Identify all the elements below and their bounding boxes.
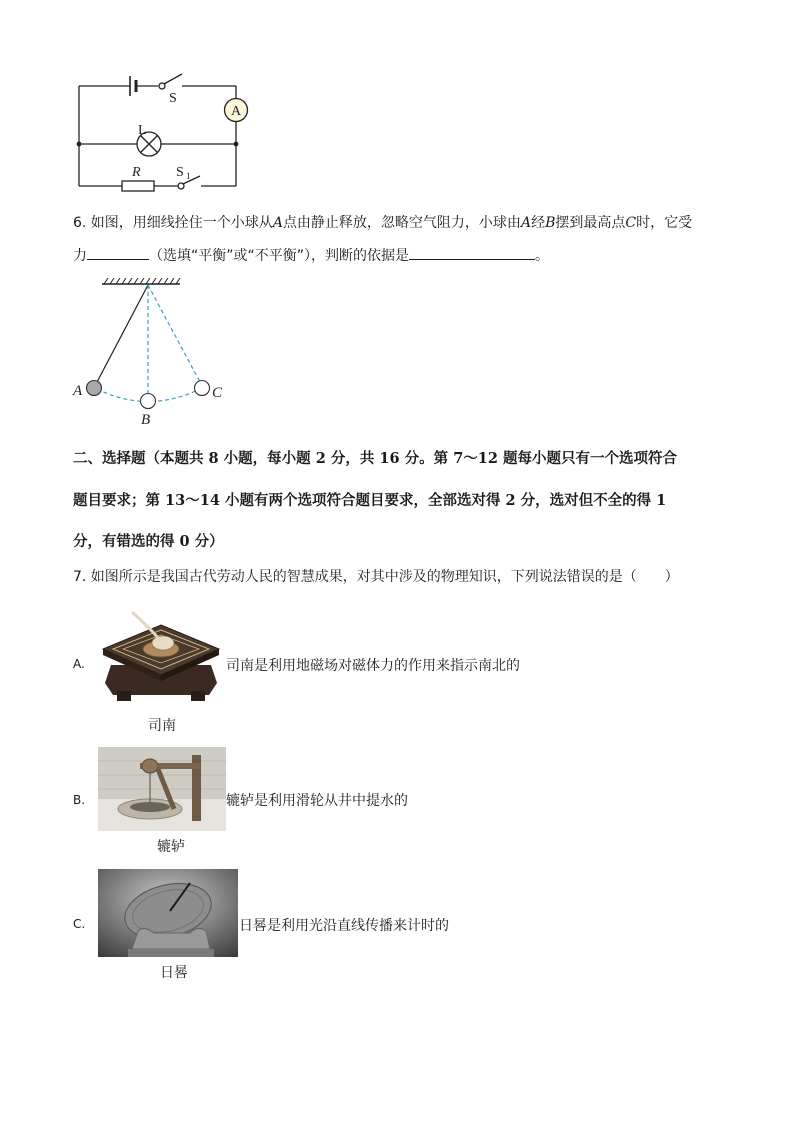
option-a-letter[interactable]: A. [73,657,85,671]
ball-at-c [195,381,210,396]
point-a-label: A [73,383,83,399]
section-2-header-line-1: 二、选择题（本题共 8 小题，每小题 2 分，共 16 分。第 7～12 题每小题只有一个选项符合 [73,450,678,467]
switch-s-label: S [169,91,177,106]
circuit-diagram [70,64,250,194]
section-2-header-line-2: 题目要求；第 13～14 小题有两个选项符合题目要求，全部选对得 2 分，选对但不全的得 1 [73,492,667,509]
question-6-line-1: 6. 如图，用细线拴住一个小球从A点由静止释放，忽略空气阻力，小球由A经B摆到最高点C时，它受 [73,215,693,231]
lamp-label: L [138,123,147,138]
ball-at-b [141,394,156,409]
answer-blank-1[interactable] [87,245,149,260]
windlass-image [98,747,226,831]
option-a-caption: 司南 [148,718,176,734]
sundial-image [98,869,238,957]
switch-s1-subscript: 1 [186,171,191,181]
question-6-line-2: 力 （选填“平衡”或“不平衡”），判断的依据是 。 [73,245,549,266]
option-c-caption: 日晷 [160,965,188,981]
sinan-compass-image [97,603,225,703]
option-c-text: 日晷是利用光沿直线传播来计时的 [239,918,449,934]
option-a-text: 司南是利用地磁场对磁体力的作用来指示南北的 [226,658,520,674]
ball-at-a [87,381,102,396]
point-c-label: C [212,385,223,401]
option-b-letter[interactable]: B. [73,793,86,807]
point-b-label: B [141,412,151,428]
option-b-caption: 辘轳 [157,839,185,855]
option-b-text: 辘轳是利用滑轮从井中提水的 [226,793,408,809]
switch-s1-label: S [176,165,184,180]
answer-blank-2[interactable] [409,245,535,260]
resistor-label: R [132,165,141,180]
ammeter-label: A [230,104,242,119]
pendulum-diagram [70,278,240,428]
option-c-letter[interactable]: C. [73,917,86,931]
section-2-header-line-3: 分，有错选的得 0 分） [73,533,224,550]
question-7-stem: 7. 如图所示是我国古代劳动人民的智慧成果，对其中涉及的物理知识，下列说法错误的是（ ） [73,569,679,585]
